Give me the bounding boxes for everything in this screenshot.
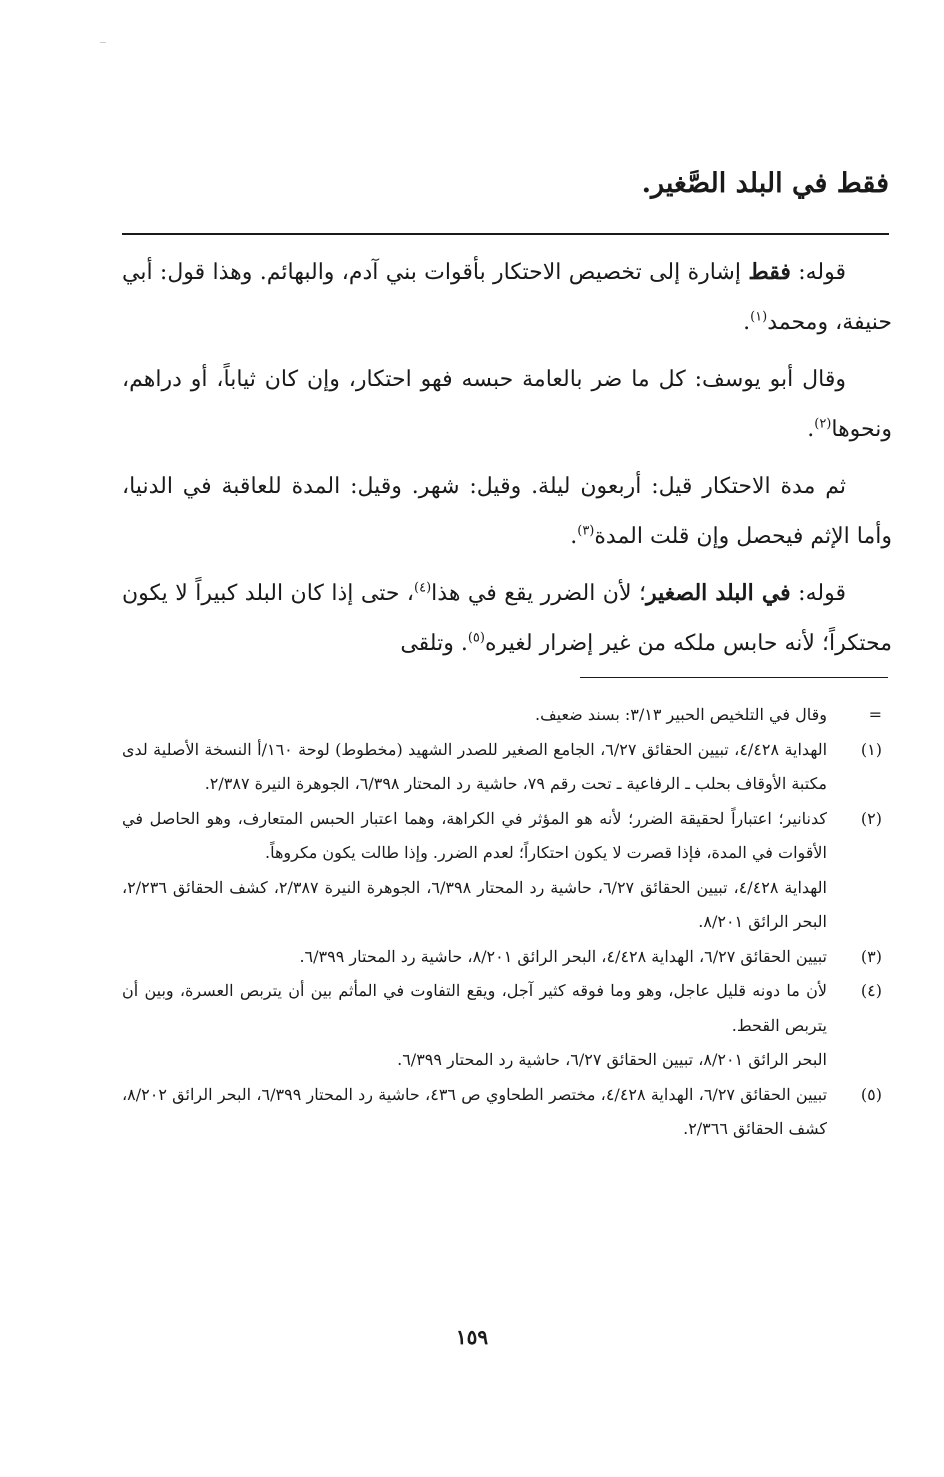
p4-keyword: في البلد الصغير	[645, 580, 791, 606]
footnote-1	[122, 733, 882, 802]
footnotes-section	[122, 698, 882, 1147]
footnote-4	[122, 974, 882, 1078]
p4-lead: قوله:	[790, 581, 846, 606]
footnote-2-mark: (٢)	[860, 808, 882, 828]
footnote-continuation	[122, 698, 882, 733]
p2-end: .	[807, 416, 815, 442]
footnote-1-mark: (١)	[860, 739, 882, 759]
footnote-2	[122, 802, 882, 940]
footnote-ref-3[interactable]: (٣)	[577, 523, 595, 539]
footnote-ref-5[interactable]: (٥)	[467, 630, 485, 646]
footnote-1-text: الهداية ٤/٤٢٨، تبيين الحقائق ٦/٢٧، الجامع الصغير للصدر الشهيد (مخطوط) لوحة ١٦٠/أ النسخة الأصلية لدى مكتبة الأوقاف بحلب ـ الرفاعية ـ تحت رقم ٧٩، حاشية رد المحتار ٦/٣٩٨، الجوهرة النيرة ٢/٣٨٧.	[122, 739, 828, 793]
p4-text-a: ؛ لأن الضرر يقع في هذا	[431, 581, 646, 606]
footnote-divider	[580, 677, 888, 678]
p4-end: . وتلقى	[400, 630, 468, 656]
footnote-2-text: كدنانير؛ اعتباراً لحقيقة الضرر؛ لأنه هو المؤثر في الكراهة، وهما اعتبار الحبس المتعارف، وهو الحاصل في الأقوات في المدة، فإذا قصرت لا يكون احتكاراً؛ لعدم الضرر. وإذا طالت يكون مكروهاً.	[122, 808, 827, 862]
paragraph-2	[122, 355, 892, 454]
footnote-4-text: لأن ما دونه قليل عاجل، وهو وما فوقه كثير آجل، ويقع التفاوت في المأثم بين أن يتربص العسرة، وبين أن يتربص القحط.	[122, 981, 827, 1035]
footnote-5-mark: (٥)	[860, 1084, 882, 1104]
paragraph-3	[122, 462, 892, 561]
footnote-ref-2[interactable]: (٢)	[814, 416, 832, 432]
continuation-text: وقال في التلخيص الحبير ٣/١٣: بسند ضعيف.	[534, 705, 827, 724]
p1-lead: قوله:	[790, 260, 846, 285]
matn-heading: فقط في البلد الصَّغير.	[641, 168, 889, 199]
p3-end: .	[570, 523, 578, 549]
footnote-3	[122, 940, 882, 975]
p3-text: ثم مدة الاحتكار قيل: أربعون ليلة. وقيل: شهر. وقيل: المدة للعاقبة في الدنيا، وأما الإثم فيحصل وإن قلت المدة	[122, 474, 892, 549]
footnote-5	[122, 1078, 882, 1147]
footnote-ref-1[interactable]: (١)	[750, 309, 768, 325]
heading-divider	[122, 233, 889, 235]
p2-text: وقال أبو يوسف: كل ما ضر بالعامة حبسه فهو احتكار، وإن كان ثياباً، أو دراهم، ونحوها	[122, 367, 892, 442]
p1-end: .	[743, 309, 751, 335]
continuation-mark: =	[868, 705, 882, 724]
p1-keyword: فقط	[748, 259, 791, 285]
footnote-3-text: تبيين الحقائق ٦/٢٧، الهداية ٤/٤٢٨، البحر الرائق ٨/٢٠١، حاشية رد المحتار ٦/٣٩٩.	[299, 946, 827, 966]
footnote-4-references: البحر الرائق ٨/٢٠١، تبيين الحقائق ٦/٢٧، حاشية رد المحتار ٦/٣٩٩.	[397, 1050, 827, 1069]
footnote-4-mark: (٤)	[860, 981, 882, 1000]
p4-text-b: ، حتى إذا كان البلد كبيراً لا يكون محتكراً؛ لأنه حابس ملكه من غير إضرار لغيره	[122, 581, 892, 656]
commentary-body	[122, 248, 892, 676]
page-number: ١٥٩	[455, 1325, 489, 1349]
scan-speck	[100, 42, 106, 43]
paragraph-4	[122, 569, 892, 668]
footnote-ref-4[interactable]: (٤)	[414, 580, 432, 596]
footnote-5-text: تبيين الحقائق ٦/٢٧، الهداية ٤/٤٢٨، مختصر الطحاوي ص ٤٣٦، حاشية رد المحتار ٦/٣٩٩، البحر الرائق ٨/٢٠٢، كشف الحقائق ٢/٣٦٦.	[122, 1084, 828, 1138]
footnote-3-mark: (٣)	[860, 946, 882, 966]
footnote-2-references: الهداية ٤/٤٢٨، تبيين الحقائق ٦/٢٧، حاشية رد المحتار ٦/٣٩٨، الجوهرة النيرة ٢/٣٨٧، كشف الحقائق ٢/٢٣٦، البحر الرائق ٨/٢٠١.	[122, 877, 827, 931]
paragraph-1	[122, 248, 892, 347]
p1-text: إشارة إلى تخصيص الاحتكار بأقوات بني آدم، والبهائم. وهذا قول: أبي حنيفة، ومحمد	[122, 260, 892, 335]
